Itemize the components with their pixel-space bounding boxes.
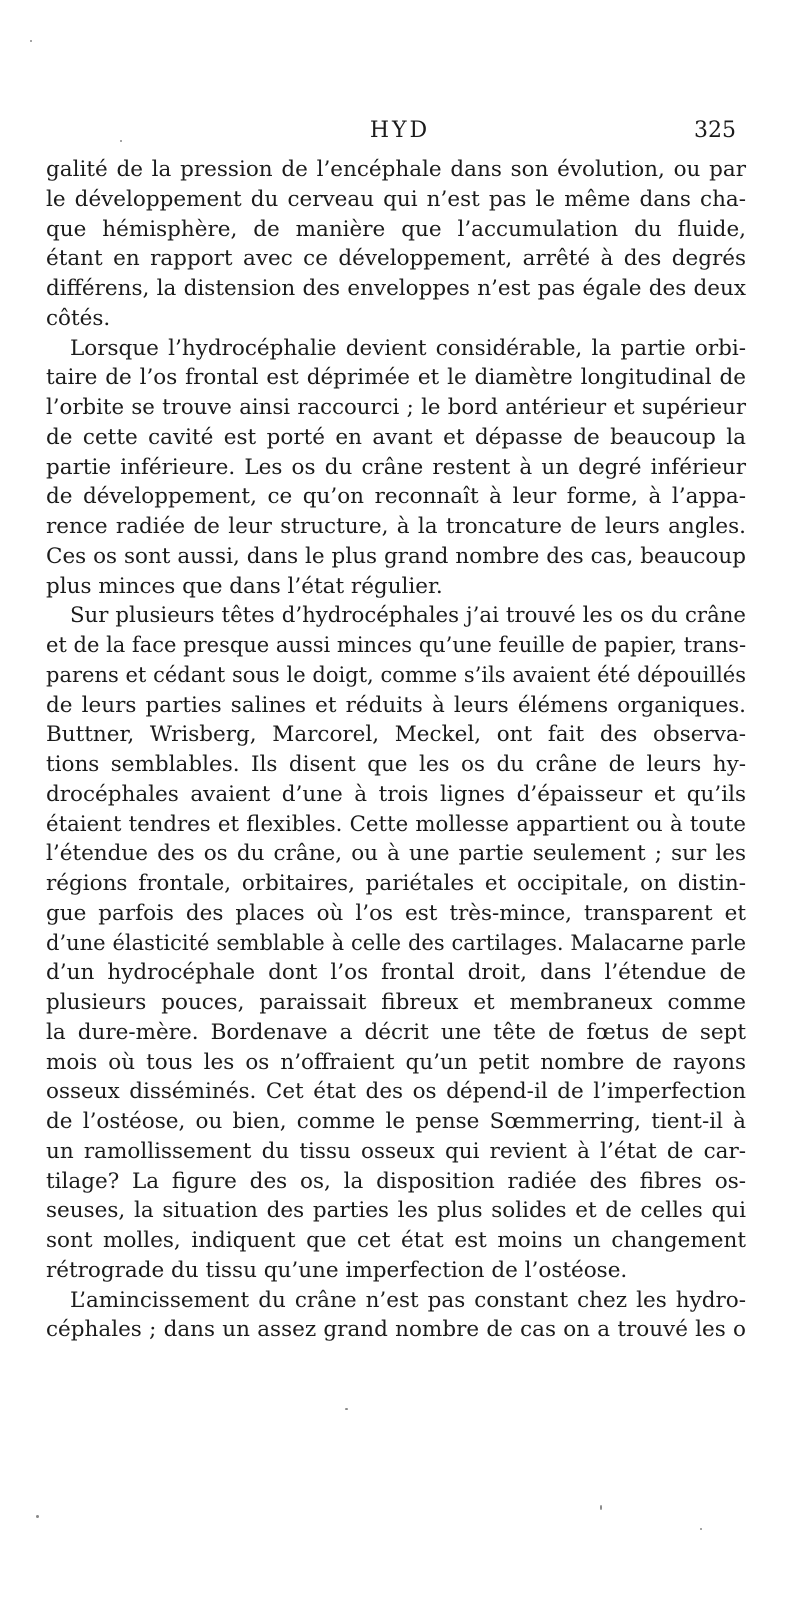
text-line: plusieurs pouces, paraissait fibreux et membraneux comme xyxy=(46,990,746,1015)
text-line: Ces os sont aussi, dans le plus grand nombre des cas, beaucoup xyxy=(46,543,746,569)
text-line: seuses, la situation des parties les plus solides et de celles qui xyxy=(46,1198,746,1224)
text-line: sont molles, indiquent que cet état est moins un changement xyxy=(46,1228,746,1253)
scan-speck xyxy=(700,1528,702,1530)
text-line: parens et cédant sous le doigt, comme s’ils avaient été dépouillés xyxy=(46,662,746,687)
text-line: drocéphales avaient d’une à trois lignes d’épaisseur et qu’ils xyxy=(46,781,746,807)
scan-speck xyxy=(600,1505,602,1510)
text-line: partie inférieure. Les os du crâne restent à un degré inférieur xyxy=(46,454,746,480)
text-line: le développement du cerveau qui n’est pas le même dans cha- xyxy=(46,186,746,212)
text-line: Lorsque l’hydrocéphalie devient considérable, la partie orbi- xyxy=(70,335,746,361)
text-line: de cette cavité est porté en avant et dépasse de beaucoup la xyxy=(46,424,746,450)
text-line: osseux disséminés. Cet état des os dépend-il de l’imperfection xyxy=(46,1079,746,1105)
text-line: d’une élasticité semblable à celle des cartilages. Malacarne parle xyxy=(46,930,746,955)
text-line: de leurs parties salines et réduits à leurs élémens organiques. xyxy=(46,692,746,718)
text-line: d’un hydrocéphale dont l’os frontal droit, dans l’étendue de xyxy=(46,960,746,986)
text-line: tilage? La figure des os, la disposition radiée des fibres os- xyxy=(46,1168,746,1194)
text-line: que hémisphère, de manière que l’accumulation du fluide, xyxy=(46,216,746,242)
text-line: régions frontale, orbitaires, pariétales et occipitale, on distin- xyxy=(46,871,746,896)
text-line: Buttner, Wrisberg, Marcorel, Meckel, ont fait des observa- xyxy=(46,722,746,748)
text-line: de l’ostéose, ou bien, comme le pense Sœmmerring, tient-il à xyxy=(46,1109,746,1134)
text-line: l’étendue des os du crâne, ou à une partie seulement ; sur les xyxy=(46,841,746,867)
text-line: gue parfois des places où l’os est très-mince, transparent et xyxy=(46,900,746,926)
text-line: rétrograde du tissu qu’une imperfection de l’ostéose. xyxy=(46,1257,628,1283)
text-line: tions semblables. Ils disent que les os du crâne de leurs hy- xyxy=(46,752,746,777)
text-line: côtés. xyxy=(46,305,111,331)
scan-speck xyxy=(30,40,32,42)
text-line: un ramollissement du tissu osseux qui revient à l’état de car- xyxy=(46,1138,746,1164)
text-line: la dure-mère. Bordenave a décrit une tête de fœtus de sept xyxy=(46,1019,746,1045)
text-line: l’orbite se trouve ainsi raccourci ; le bord antérieur et supérieur xyxy=(46,395,746,420)
text-line: différens, la distension des enveloppes n’est pas égale des deux xyxy=(46,276,746,301)
body-text xyxy=(46,155,746,1345)
text-line: de développement, ce qu’on reconnaît à leur forme, à l’appa- xyxy=(46,484,746,510)
text-line: rence radiée de leur structure, à la troncature de leurs angles. xyxy=(46,514,746,539)
text-line: L’amincissement du crâne n’est pas constant chez les hydro- xyxy=(70,1287,746,1313)
scan-speck xyxy=(36,1515,39,1518)
text-line: Sur plusieurs têtes d’hydrocéphales j’ai trouvé les os du crâne xyxy=(70,603,746,629)
page-header xyxy=(40,118,760,152)
text-line: mois où tous les os n’offraient qu’un petit nombre de rayons xyxy=(46,1049,746,1075)
text-line: galité de la pression de l’encéphale dans son évolution, ou par xyxy=(46,157,746,182)
text-line: étant en rapport avec ce développement, arrêté à des degrés xyxy=(46,246,746,272)
page-number: 325 xyxy=(694,118,736,143)
scan-speck xyxy=(345,1408,348,1410)
text-line: céphales ; dans un assez grand nombre de cas on a trouvé les o xyxy=(46,1317,746,1343)
running-head: HYD xyxy=(369,118,431,143)
text-line: taire de l’os frontal est déprimée et le diamètre longitudinal de xyxy=(46,365,746,391)
text-line: étaient tendres et flexibles. Cette mollesse appartient ou à toute xyxy=(46,811,746,837)
text-line: et de la face presque aussi minces qu’une feuille de papier, trans- xyxy=(46,633,747,657)
text-line: plus minces que dans l’état régulier. xyxy=(46,573,443,599)
